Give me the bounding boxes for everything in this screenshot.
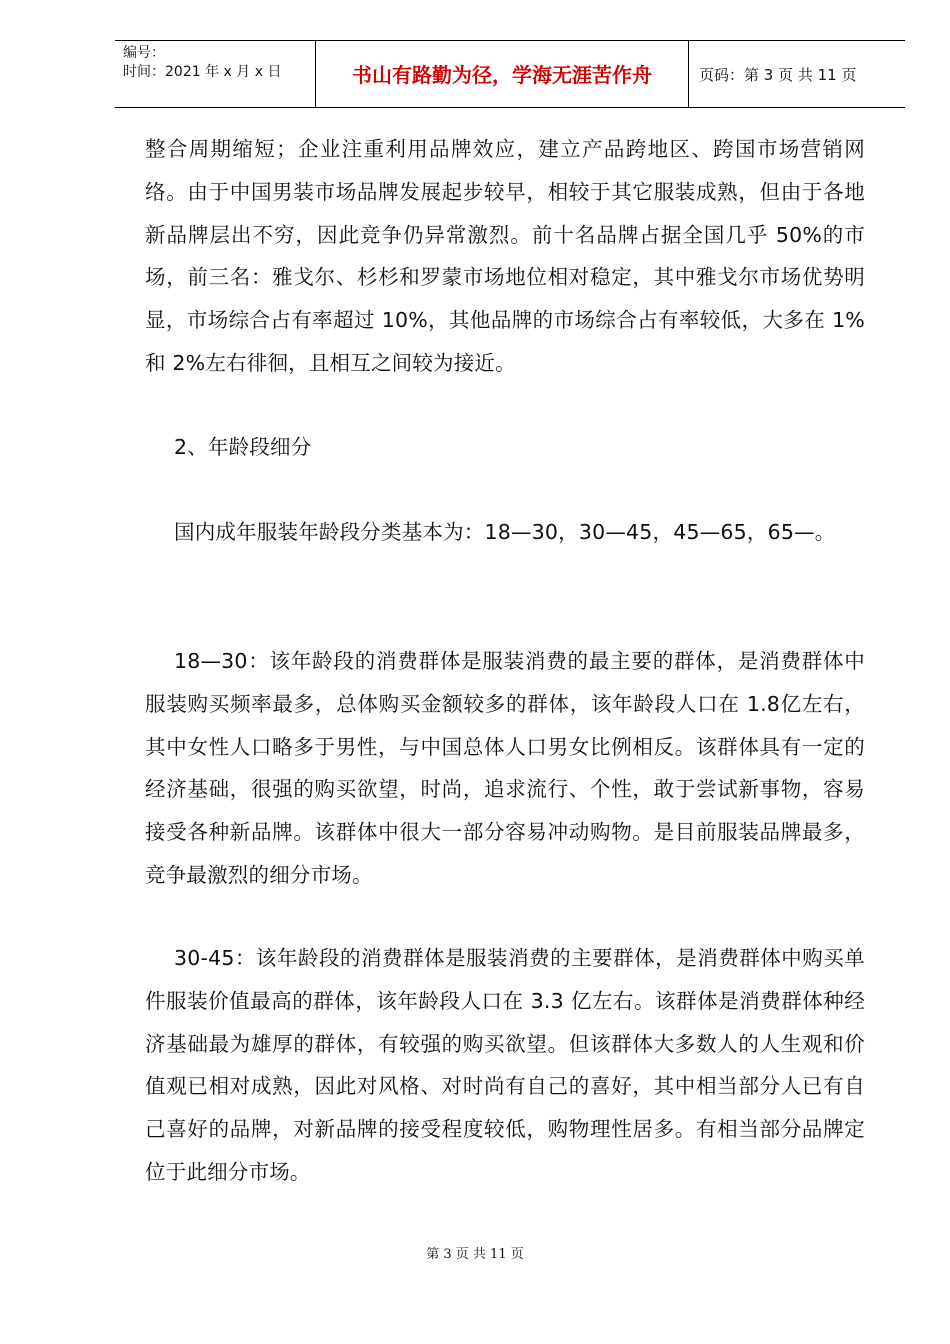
header-page-number: 页码：第 3 页 共 11 页 (699, 66, 857, 84)
paragraph-age-30-45-block (145, 937, 865, 1194)
header-motto: 书山有路勤为径，学海无涯苦作舟 (352, 63, 652, 87)
section-heading-age-segment: 2、年龄段细分 (174, 435, 312, 459)
document-number-label: 编号： (123, 45, 165, 61)
header-motto-cell (316, 41, 689, 107)
header-page-cell (689, 41, 905, 107)
header-meta-cell (115, 41, 316, 107)
paragraph-market-share: 整合周期缩短；企业注重利用品牌效应，建立产品跨地区、跨国市场营销网络。由于中国男装市场品牌发展起步较早，相较于其它服装成熟，但由于各地新品牌层出不穷，因此竞争仍异常激烈。前十名品牌占据全国几乎 50%的市场，前三名：雅戈尔、杉杉和罗蒙市场地位相对稳定，其中雅戈尔市场优势明显，市场综合占有率超过 10%，其他品牌的市场综合占有率较低，大多在 1%和 2%左右徘徊，且相互之间较为接近。 (145, 137, 865, 375)
document-time-label: 时间：2021 年 x 月 x 日 (123, 64, 282, 80)
paragraph-age-classes-block (145, 511, 865, 554)
paragraph-age-classes: 国内成年服装年龄段分类基本为：18—30，30—45，45—65，65—。 (174, 520, 836, 544)
paragraph-age-30-45: 30-45：该年龄段的消费群体是服装消费的主要群体，是消费群体中购买单件服装价值最高的群体，该年龄段人口在 3.3 亿左右。该群体是消费群体种经济基础最为雄厚的群体，有较强的购买欲望。但该群体大多数人的人生观和价值观已相对成熟，因此对风格、对时尚有自己的喜好，其中相当部分人已有自己喜好的品牌，对新品牌的接受程度较低，购物理性居多。有相当部分品牌定位于此细分市场。 (145, 946, 865, 1184)
paragraph-age-18-30-block (145, 640, 865, 897)
paragraph-age-18-30: 18—30：该年龄段的消费群体是服装消费的最主要的群体，是消费群体中服装购买频率最多，总体购买金额较多的群体，该年龄段人口在 1.8亿左右，其中女性人口略多于男性，与中国总体人口男女比例相反。该群体具有一定的经济基础，很强的购买欲望，时尚，追求流行、个性，敢于尝试新事物，容易接受各种新品牌。该群体中很大一部分容易冲动购物。是目前服装品牌最多，竞争最激烈的细分市场。 (145, 649, 865, 887)
section-heading-block (145, 426, 865, 469)
document-header (115, 40, 905, 108)
page-footer: 第 3 页 共 11 页 (426, 1247, 524, 1262)
paragraph-market-share-block (145, 128, 865, 385)
